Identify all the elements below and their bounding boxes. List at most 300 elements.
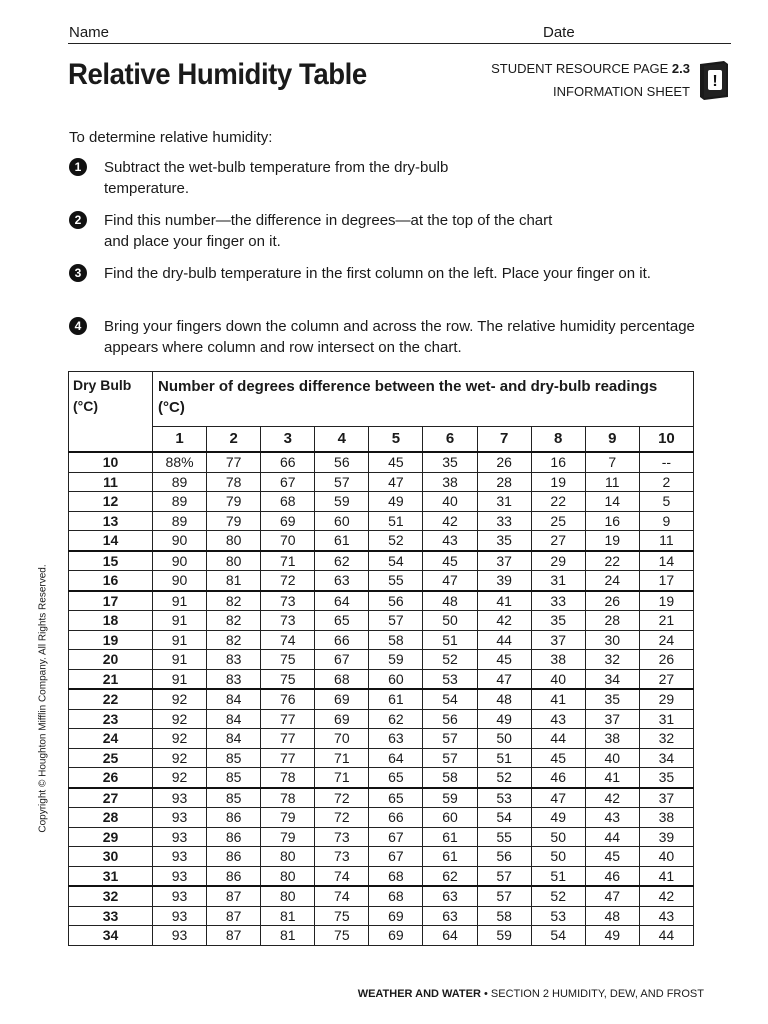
- humidity-cell: 85: [207, 788, 261, 808]
- humidity-cell: 67: [315, 650, 369, 670]
- humidity-cell: 82: [207, 630, 261, 650]
- humidity-cell: 38: [639, 808, 693, 828]
- sheet-type-label: INFORMATION SHEET: [553, 84, 690, 99]
- dry-bulb-cell: 18: [69, 611, 153, 631]
- column-header: 7: [477, 427, 531, 453]
- humidity-cell: 51: [531, 866, 585, 886]
- humidity-cell: 93: [153, 906, 207, 926]
- humidity-cell: 72: [315, 808, 369, 828]
- humidity-cell: 89: [153, 492, 207, 512]
- dry-bulb-cell: 32: [69, 886, 153, 906]
- humidity-cell: 62: [315, 551, 369, 571]
- humidity-cell: 80: [207, 531, 261, 551]
- header-rule: [68, 43, 731, 44]
- humidity-cell: 85: [207, 748, 261, 768]
- humidity-cell: 79: [261, 827, 315, 847]
- humidity-cell: 61: [369, 689, 423, 709]
- humidity-cell: 44: [585, 827, 639, 847]
- humidity-cell: 80: [261, 886, 315, 906]
- humidity-cell: 81: [261, 926, 315, 946]
- humidity-cell: 54: [423, 689, 477, 709]
- humidity-cell: 91: [153, 630, 207, 650]
- step-2: [69, 210, 699, 252]
- table-row: [69, 808, 694, 828]
- column-header: 4: [315, 427, 369, 453]
- humidity-cell: 58: [423, 768, 477, 788]
- step-text: Subtract the wet-bulb temperature from the dry-bulb temperature.: [104, 159, 449, 197]
- humidity-cell: 51: [369, 511, 423, 531]
- humidity-cell: 57: [369, 611, 423, 631]
- humidity-cell: 63: [423, 906, 477, 926]
- humidity-cell: 41: [531, 689, 585, 709]
- humidity-cell: 47: [585, 886, 639, 906]
- humidity-cell: 80: [261, 847, 315, 867]
- humidity-cell: 33: [477, 511, 531, 531]
- table-row: [69, 866, 694, 886]
- humidity-cell: 59: [423, 788, 477, 808]
- dry-bulb-cell: 33: [69, 906, 153, 926]
- humidity-cell: 45: [477, 650, 531, 670]
- humidity-cell: 16: [531, 452, 585, 472]
- humidity-cell: 44: [531, 729, 585, 749]
- step-text: Bring your fingers down the column and across the row. The relative humidity percentage appears where column and row intersect on the chart.: [104, 318, 695, 356]
- humidity-cell: 91: [153, 611, 207, 631]
- humidity-cell: 40: [423, 492, 477, 512]
- table-row: [69, 689, 694, 709]
- humidity-cell: 63: [369, 729, 423, 749]
- humidity-cell: 56: [477, 847, 531, 867]
- humidity-cell: 58: [369, 630, 423, 650]
- humidity-cell: 59: [477, 926, 531, 946]
- dry-bulb-cell: 22: [69, 689, 153, 709]
- humidity-cell: 40: [639, 847, 693, 867]
- humidity-cell: 79: [261, 808, 315, 828]
- humidity-cell: 14: [639, 551, 693, 571]
- humidity-cell: 31: [639, 709, 693, 729]
- humidity-cell: 86: [207, 847, 261, 867]
- dry-bulb-cell: 19: [69, 630, 153, 650]
- humidity-cell: 51: [423, 630, 477, 650]
- humidity-cell: 92: [153, 768, 207, 788]
- humidity-cell: 24: [639, 630, 693, 650]
- humidity-cell: 93: [153, 866, 207, 886]
- page-footer: [358, 988, 704, 1000]
- humidity-cell: 61: [423, 847, 477, 867]
- humidity-cell: 87: [207, 906, 261, 926]
- footer-bullet: •: [480, 988, 491, 1000]
- humidity-cell: 73: [315, 827, 369, 847]
- humidity-cell: 43: [531, 709, 585, 729]
- humidity-cell: 75: [315, 906, 369, 926]
- table-row: [69, 847, 694, 867]
- humidity-cell: 63: [315, 571, 369, 591]
- humidity-cell: 75: [261, 669, 315, 689]
- humidity-cell: 44: [477, 630, 531, 650]
- dry-bulb-cell: 29: [69, 827, 153, 847]
- humidity-cell: 74: [261, 630, 315, 650]
- table-row: [69, 472, 694, 492]
- humidity-cell: 61: [423, 827, 477, 847]
- resource-page-label: STUDENT RESOURCE PAGE 2.3: [491, 61, 690, 76]
- dry-bulb-cell: 14: [69, 531, 153, 551]
- dry-bulb-cell: 25: [69, 748, 153, 768]
- step-number-icon: 3: [69, 264, 87, 282]
- humidity-cell: 29: [639, 689, 693, 709]
- humidity-cell: 42: [639, 886, 693, 906]
- humidity-cell: 48: [477, 689, 531, 709]
- table-row: [69, 926, 694, 946]
- humidity-cell: 2: [639, 472, 693, 492]
- humidity-cell: 93: [153, 886, 207, 906]
- humidity-cell: 11: [639, 531, 693, 551]
- dry-bulb-cell: 10: [69, 452, 153, 472]
- difference-header: Number of degrees difference between the wet- and dry-bulb readings (°C): [153, 372, 694, 427]
- humidity-cell: 52: [531, 886, 585, 906]
- humidity-cell: 35: [477, 531, 531, 551]
- dry-bulb-cell: 28: [69, 808, 153, 828]
- humidity-cell: 71: [261, 551, 315, 571]
- humidity-cell: 81: [261, 906, 315, 926]
- humidity-cell: 58: [477, 906, 531, 926]
- humidity-cell: 71: [315, 768, 369, 788]
- humidity-cell: 67: [261, 472, 315, 492]
- humidity-cell: 90: [153, 571, 207, 591]
- dry-bulb-cell: 13: [69, 511, 153, 531]
- humidity-cell: 46: [585, 866, 639, 886]
- column-header: 3: [261, 427, 315, 453]
- humidity-cell: 37: [531, 630, 585, 650]
- humidity-cell: 59: [369, 650, 423, 670]
- humidity-cell: 45: [369, 452, 423, 472]
- humidity-cell: 76: [261, 689, 315, 709]
- humidity-cell: 67: [369, 827, 423, 847]
- book-icon: [697, 60, 731, 100]
- humidity-cell: 89: [153, 511, 207, 531]
- humidity-cell: 48: [585, 906, 639, 926]
- dry-bulb-cell: 11: [69, 472, 153, 492]
- humidity-cell: 35: [423, 452, 477, 472]
- column-number-row: [69, 427, 694, 453]
- humidity-cell: 53: [477, 788, 531, 808]
- humidity-cell: 21: [639, 611, 693, 631]
- dry-bulb-cell: 15: [69, 551, 153, 571]
- humidity-cell: 49: [369, 492, 423, 512]
- humidity-cell: 39: [477, 571, 531, 591]
- humidity-cell: 50: [477, 729, 531, 749]
- humidity-cell: 65: [369, 768, 423, 788]
- humidity-cell: 68: [315, 669, 369, 689]
- humidity-cell: 75: [315, 926, 369, 946]
- humidity-cell: 54: [477, 808, 531, 828]
- humidity-cell: 62: [369, 709, 423, 729]
- humidity-cell: 69: [261, 511, 315, 531]
- humidity-cell: 75: [261, 650, 315, 670]
- name-label: Name: [69, 24, 110, 41]
- step-text: Find the dry-bulb temperature in the first column on the left. Place your finger on it.: [104, 265, 651, 282]
- humidity-cell: 38: [423, 472, 477, 492]
- column-header: 2: [207, 427, 261, 453]
- humidity-cell: 77: [261, 709, 315, 729]
- table-row: [69, 591, 694, 611]
- humidity-cell: 51: [477, 748, 531, 768]
- column-header: 8: [531, 427, 585, 453]
- table-row: [69, 611, 694, 631]
- humidity-cell: 85: [207, 768, 261, 788]
- humidity-cell: 38: [585, 729, 639, 749]
- table-row: [69, 729, 694, 749]
- humidity-cell: 82: [207, 591, 261, 611]
- humidity-cell: 70: [261, 531, 315, 551]
- humidity-cell: 68: [369, 866, 423, 886]
- humidity-cell: 77: [207, 452, 261, 472]
- step-4: [69, 316, 699, 358]
- humidity-cell: 49: [477, 709, 531, 729]
- humidity-cell: 86: [207, 808, 261, 828]
- table-row: [69, 768, 694, 788]
- humidity-cell: 35: [531, 611, 585, 631]
- humidity-cell: 80: [207, 551, 261, 571]
- humidity-cell: 33: [531, 591, 585, 611]
- column-header: 6: [423, 427, 477, 453]
- humidity-cell: 30: [585, 630, 639, 650]
- humidity-cell: 40: [531, 669, 585, 689]
- humidity-cell: 26: [477, 452, 531, 472]
- humidity-cell: 83: [207, 669, 261, 689]
- intro-text: To determine relative humidity:: [69, 129, 273, 146]
- dry-bulb-cell: 16: [69, 571, 153, 591]
- humidity-cell: 69: [369, 926, 423, 946]
- step-number-icon: 1: [69, 158, 87, 176]
- humidity-cell: 28: [477, 472, 531, 492]
- humidity-cell: 55: [369, 571, 423, 591]
- dry-bulb-cell: 23: [69, 709, 153, 729]
- humidity-cell: 42: [423, 511, 477, 531]
- humidity-cell: 52: [423, 650, 477, 670]
- humidity-cell: 5: [639, 492, 693, 512]
- humidity-cell: 46: [531, 768, 585, 788]
- humidity-cell: 34: [639, 748, 693, 768]
- humidity-cell: 77: [261, 729, 315, 749]
- column-header: 9: [585, 427, 639, 453]
- humidity-cell: 73: [261, 611, 315, 631]
- humidity-cell: 35: [639, 768, 693, 788]
- humidity-cell: 66: [315, 630, 369, 650]
- dry-bulb-cell: 12: [69, 492, 153, 512]
- humidity-cell: 22: [531, 492, 585, 512]
- humidity-cell: 50: [531, 827, 585, 847]
- table-row: [69, 827, 694, 847]
- humidity-cell: 40: [585, 748, 639, 768]
- humidity-cell: 72: [261, 571, 315, 591]
- table-row: [69, 630, 694, 650]
- humidity-cell: 27: [531, 531, 585, 551]
- humidity-cell: 57: [423, 748, 477, 768]
- humidity-cell: 54: [531, 926, 585, 946]
- humidity-cell: 45: [531, 748, 585, 768]
- humidity-cell: 68: [369, 886, 423, 906]
- humidity-cell: 43: [639, 906, 693, 926]
- humidity-cell: 93: [153, 808, 207, 828]
- dry-bulb-cell: 24: [69, 729, 153, 749]
- humidity-cell: 69: [369, 906, 423, 926]
- step-text: Find this number—the difference in degrees—at the top of the chart and place your finger on it.: [104, 212, 553, 250]
- dry-bulb-cell: 20: [69, 650, 153, 670]
- humidity-cell: 83: [207, 650, 261, 670]
- table-row: [69, 906, 694, 926]
- humidity-cell: 71: [315, 748, 369, 768]
- humidity-cell: 61: [315, 531, 369, 551]
- humidity-cell: 92: [153, 709, 207, 729]
- humidity-cell: 93: [153, 788, 207, 808]
- footer-unit: WEATHER AND WATER: [357, 988, 481, 1000]
- dry-bulb-cell: 17: [69, 591, 153, 611]
- humidity-cell: 81: [207, 571, 261, 591]
- humidity-cell: 93: [153, 847, 207, 867]
- humidity-cell: 84: [207, 729, 261, 749]
- humidity-cell: 93: [153, 827, 207, 847]
- humidity-cell: 16: [585, 511, 639, 531]
- humidity-cell: 42: [477, 611, 531, 631]
- step-1: [69, 157, 699, 199]
- humidity-cell: 37: [477, 551, 531, 571]
- humidity-cell: 29: [531, 551, 585, 571]
- humidity-cell: 79: [207, 492, 261, 512]
- table-row: [69, 531, 694, 551]
- humidity-cell: 57: [477, 866, 531, 886]
- humidity-cell: 92: [153, 748, 207, 768]
- humidity-cell: 86: [207, 827, 261, 847]
- humidity-cell: 88%: [153, 452, 207, 472]
- humidity-cell: 60: [369, 669, 423, 689]
- humidity-cell: 78: [261, 768, 315, 788]
- dry-bulb-cell: 31: [69, 866, 153, 886]
- humidity-cell: 60: [423, 808, 477, 828]
- humidity-cell: 53: [531, 906, 585, 926]
- humidity-cell: 26: [639, 650, 693, 670]
- humidity-cell: 70: [315, 729, 369, 749]
- humidity-cell: 37: [639, 788, 693, 808]
- humidity-cell: 52: [369, 531, 423, 551]
- humidity-cell: 90: [153, 551, 207, 571]
- humidity-cell: 39: [639, 827, 693, 847]
- copyright-notice: Copyright © Houghton Mifflin Company. All Rights Reserved.: [37, 564, 49, 833]
- humidity-cell: 43: [423, 531, 477, 551]
- humidity-cell: 60: [315, 511, 369, 531]
- humidity-cell: 25: [531, 511, 585, 531]
- humidity-cell: 69: [315, 709, 369, 729]
- column-header: 10: [639, 427, 693, 453]
- humidity-cell: 87: [207, 886, 261, 906]
- humidity-cell: 87: [207, 926, 261, 946]
- footer-section: SECTION 2 HUMIDITY, DEW, AND FROST: [490, 988, 704, 1000]
- humidity-cell: 57: [477, 886, 531, 906]
- humidity-cell: 34: [585, 669, 639, 689]
- humidity-cell: 47: [423, 571, 477, 591]
- table-row: [69, 551, 694, 571]
- humidity-cell: 53: [423, 669, 477, 689]
- humidity-cell: 80: [261, 866, 315, 886]
- humidity-cell: 7: [585, 452, 639, 472]
- humidity-cell: 35: [585, 689, 639, 709]
- page-title: Relative Humidity Table: [68, 58, 367, 91]
- humidity-cell: 72: [315, 788, 369, 808]
- humidity-cell: 32: [639, 729, 693, 749]
- table-row: [69, 886, 694, 906]
- humidity-cell: 78: [207, 472, 261, 492]
- humidity-cell: 56: [315, 452, 369, 472]
- table-row: [69, 492, 694, 512]
- humidity-cell: 63: [423, 886, 477, 906]
- humidity-cell: 74: [315, 886, 369, 906]
- humidity-cell: 84: [207, 689, 261, 709]
- humidity-cell: 92: [153, 729, 207, 749]
- humidity-cell: 19: [531, 472, 585, 492]
- humidity-cell: 73: [261, 591, 315, 611]
- table-row: [69, 669, 694, 689]
- humidity-cell: 82: [207, 611, 261, 631]
- humidity-cell: 11: [585, 472, 639, 492]
- humidity-cell: 66: [261, 452, 315, 472]
- humidity-cell: 73: [315, 847, 369, 867]
- humidity-cell: 32: [585, 650, 639, 670]
- humidity-cell: 9: [639, 511, 693, 531]
- table-row: [69, 709, 694, 729]
- table-row: [69, 571, 694, 591]
- humidity-cell: 77: [261, 748, 315, 768]
- relative-humidity-table: [68, 371, 694, 946]
- humidity-cell: 14: [585, 492, 639, 512]
- humidity-cell: 17: [639, 571, 693, 591]
- humidity-cell: 56: [423, 709, 477, 729]
- humidity-cell: 47: [369, 472, 423, 492]
- table-row: [69, 511, 694, 531]
- humidity-cell: 44: [639, 926, 693, 946]
- table-row: [69, 788, 694, 808]
- humidity-cell: 65: [369, 788, 423, 808]
- humidity-cell: 67: [369, 847, 423, 867]
- humidity-cell: 27: [639, 669, 693, 689]
- step-3: [69, 263, 699, 284]
- humidity-cell: 41: [477, 591, 531, 611]
- humidity-cell: 79: [207, 511, 261, 531]
- humidity-cell: 55: [477, 827, 531, 847]
- humidity-cell: 43: [585, 808, 639, 828]
- column-header: 1: [153, 427, 207, 453]
- table-row: [69, 748, 694, 768]
- humidity-cell: 49: [531, 808, 585, 828]
- humidity-cell: 57: [315, 472, 369, 492]
- dry-bulb-header: Dry Bulb (°C): [69, 372, 153, 453]
- humidity-cell: 31: [477, 492, 531, 512]
- humidity-cell: 64: [423, 926, 477, 946]
- date-label: Date: [543, 24, 575, 41]
- humidity-cell: 26: [585, 591, 639, 611]
- humidity-cell: 86: [207, 866, 261, 886]
- dry-bulb-cell: 30: [69, 847, 153, 867]
- humidity-cell: 48: [423, 591, 477, 611]
- humidity-cell: 93: [153, 926, 207, 946]
- humidity-cell: 42: [585, 788, 639, 808]
- book-icon-glyph: !: [712, 73, 718, 90]
- humidity-cell: 68: [261, 492, 315, 512]
- humidity-cell: 54: [369, 551, 423, 571]
- humidity-cell: 19: [639, 591, 693, 611]
- humidity-cell: 91: [153, 669, 207, 689]
- humidity-cell: 41: [639, 866, 693, 886]
- humidity-cell: 52: [477, 768, 531, 788]
- humidity-cell: 24: [585, 571, 639, 591]
- humidity-cell: 45: [585, 847, 639, 867]
